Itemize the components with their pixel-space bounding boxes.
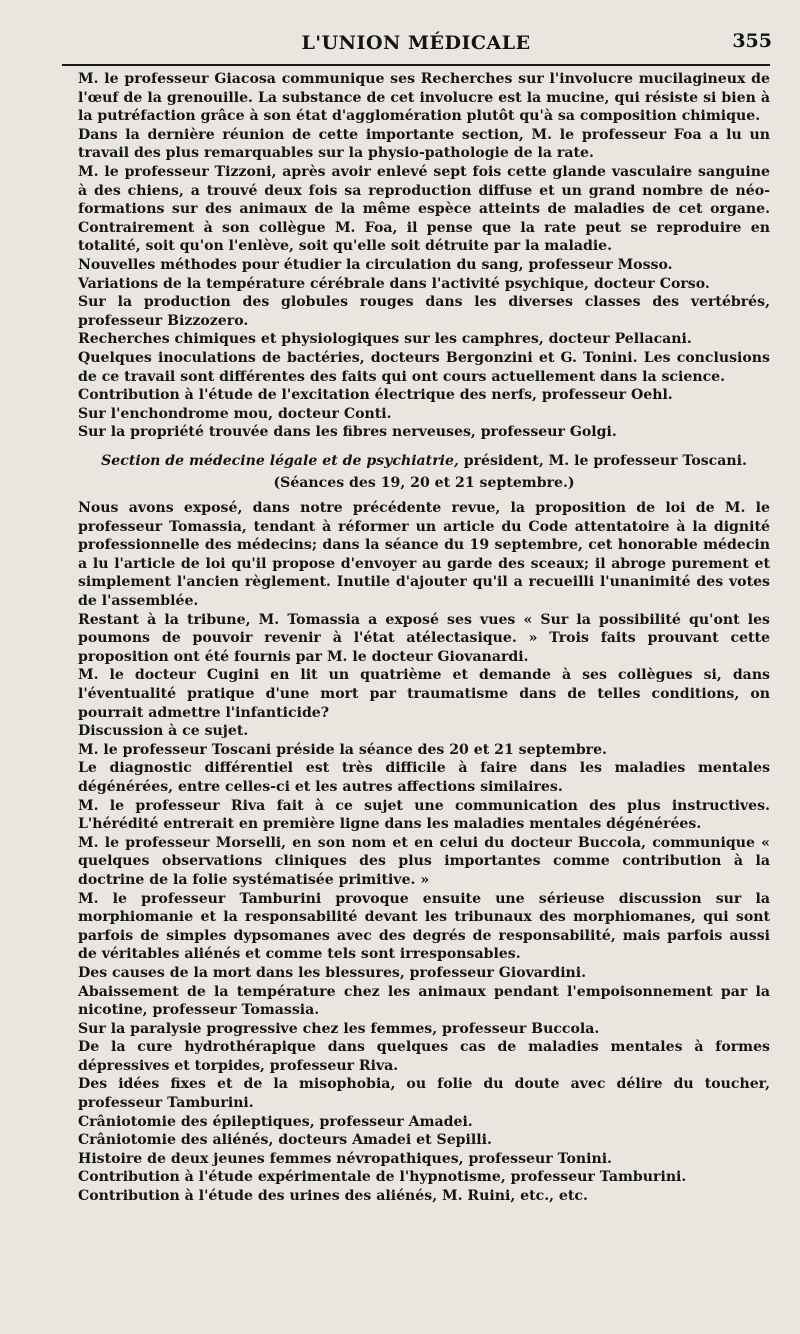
header-rule (62, 64, 770, 66)
section-dates: (Séances des 19, 20 et 21 septembre.) (273, 475, 575, 492)
list-item: Variations de la température cérébrale dans l'activité psychique, docteur Corso. (78, 275, 710, 292)
section-heading (78, 452, 770, 471)
body-text (78, 70, 770, 1206)
paragraph: Le diagnostic différentiel est très difficile à faire dans les maladies mentales dégénérées, entre celles-ci et les autres affections similaires. (78, 760, 770, 795)
page-number: 355 (732, 30, 772, 52)
list-item: Des causes de la mort dans les blessures, professeur Giovardini. (78, 964, 587, 981)
list-item: Recherches chimiques et physiologiques sur les camphres, docteur Pellacani. (78, 331, 692, 348)
paragraph: M. le professeur Riva fait à ce sujet une communication des plus instructives. L'hérédité entrerait en première ligne dans les maladies mentales dégénérées. (78, 797, 770, 833)
list-item: Abaissement de la température chez les animaux pendant l'empoisonnement par la nicotine, professeur Tomassia. (78, 983, 770, 1019)
page-header (60, 28, 772, 58)
list-item: Sur l'enchondrome mou, docteur Conti. (78, 405, 392, 422)
list-item: Sur la propriété trouvée dans les fibres nerveuses, professeur Golgi. (78, 424, 617, 441)
list-item: Quelques inoculations de bactéries, docteurs Bergonzini et G. Tonini. Les conclusions de ce travail sont différentes des faits qui ont cours actuellement dans la science. (78, 349, 770, 385)
section-president: président, M. le professeur Toscani. (458, 452, 747, 469)
list-item: Contribution à l'étude de l'excitation électrique des nerfs, professeur Oehl. (78, 387, 673, 404)
paragraph: M. le professeur Morselli, en son nom et en celui du docteur Buccola, communique « quelques observations cliniques des plus importantes comme contribution à la doctrine de la folie systématisée primitive. » (78, 834, 770, 888)
list-item: Des idées fixes et de la misophobia, ou folie du doute avec délire du toucher, professeur Tamburini. (78, 1076, 770, 1112)
list-item: Nouvelles méthodes pour étudier la circulation du sang, professeur Mosso. (78, 256, 673, 273)
paragraph: Discussion à ce sujet. (78, 723, 249, 740)
list-item: Histoire de deux jeunes femmes névropathiques, professeur Tonini. (78, 1150, 612, 1167)
paragraph: Nous avons exposé, dans notre précédente revue, la proposition de loi de M. le professeur Tomassia, tendant à réformer un article du Code attentatoire à la dignité professionnelle des médecins; dans la séance du 19 septembre, cet honorable médecin a lu l'article de loi qu'il propose d'envoyer au garde des sceaux; il abroge purement et simplement l'ancien règlement. Inutile d'ajouter qu'il a recueilli l'unanimité des votes de l'assemblée. (78, 500, 770, 610)
list-item: De la cure hydrothérapique dans quelques cas de maladies mentales à formes dépressives et torpides, professeur Riva. (78, 1039, 770, 1074)
paragraph: M. le professeur Tamburini provoque ensuite une sérieuse discussion sur la morphiomanie et la responsabilité devant les tribunaux des morphiomanes, qui sont parfois de simples dypsomanes avec des degrés de responsabilité, mais parfois aussi de véritables aliénés et comme tels sont irresponsables. (78, 890, 770, 963)
journal-title: L'UNION MÉDICALE (301, 32, 531, 54)
paragraph: Dans la dernière réunion de cette importante section, M. le professeur Foa a lu un travail des plus remarquables sur la physio-pathologie de la rate. (78, 126, 770, 162)
section-title: Section de médecine légale et de psychiatrie, (101, 452, 459, 469)
list-item: Crâniotomie des aliénés, docteurs Amadei et Sepilli. (78, 1132, 492, 1149)
list-item: Sur la production des globules rouges dans les diverses classes des vertébrés, professeur Bizzozero. (78, 294, 770, 329)
list-item: Contribution à l'étude des urines des aliénés, M. Ruini, etc., etc. (78, 1188, 588, 1205)
list-item: Sur la paralysie progressive chez les femmes, professeur Buccola. (78, 1020, 600, 1037)
list-item: Crâniotomie des épileptiques, professeur Amadei. (78, 1113, 473, 1130)
list-item: Contribution à l'étude expérimentale de l'hypnotisme, professeur Tamburini. (78, 1169, 687, 1186)
paragraph: M. le professeur Toscani préside la séance des 20 et 21 septembre. (78, 741, 607, 758)
paragraph: M. le professeur Giacosa communique ses Recherches sur l'involucre mucilagineux de l'œuf de la grenouille. La substance de cet involucre est la mucine, qui résiste si bien à la putréfaction grâce à son état d'agglomération plutôt qu'à sa composition chimique. (78, 71, 770, 125)
paragraph: Restant à la tribune, M. Tomassia a exposé ses vues « Sur la possibilité qu'ont les poumons de pouvoir revenir à l'état atélectasique. » Trois faits prouvant cette proposition ont été fournis par M. le docteur Giovanardi. (78, 611, 770, 665)
paragraph: M. le professeur Tizzoni, après avoir enlevé sept fois cette glande vasculaire sanguine à des chiens, a trouvé deux fois sa reproduction diffuse et un grand nombre de néo-formations sur des animaux de la même espèce atteints de maladies de cet organe. Contrairement à son collègue M. Foa, il pense que la rate peut se reproduire en totalité, soit qu'on l'enlève, soit qu'elle soit détruite par la maladie. (78, 163, 770, 255)
paragraph: M. le docteur Cugini en lit un quatrième et demande à ses collègues si, dans l'éventualité pratique d'une mort par traumatisme dans de telles conditions, on pourrait admettre l'infanticide? (78, 667, 770, 721)
